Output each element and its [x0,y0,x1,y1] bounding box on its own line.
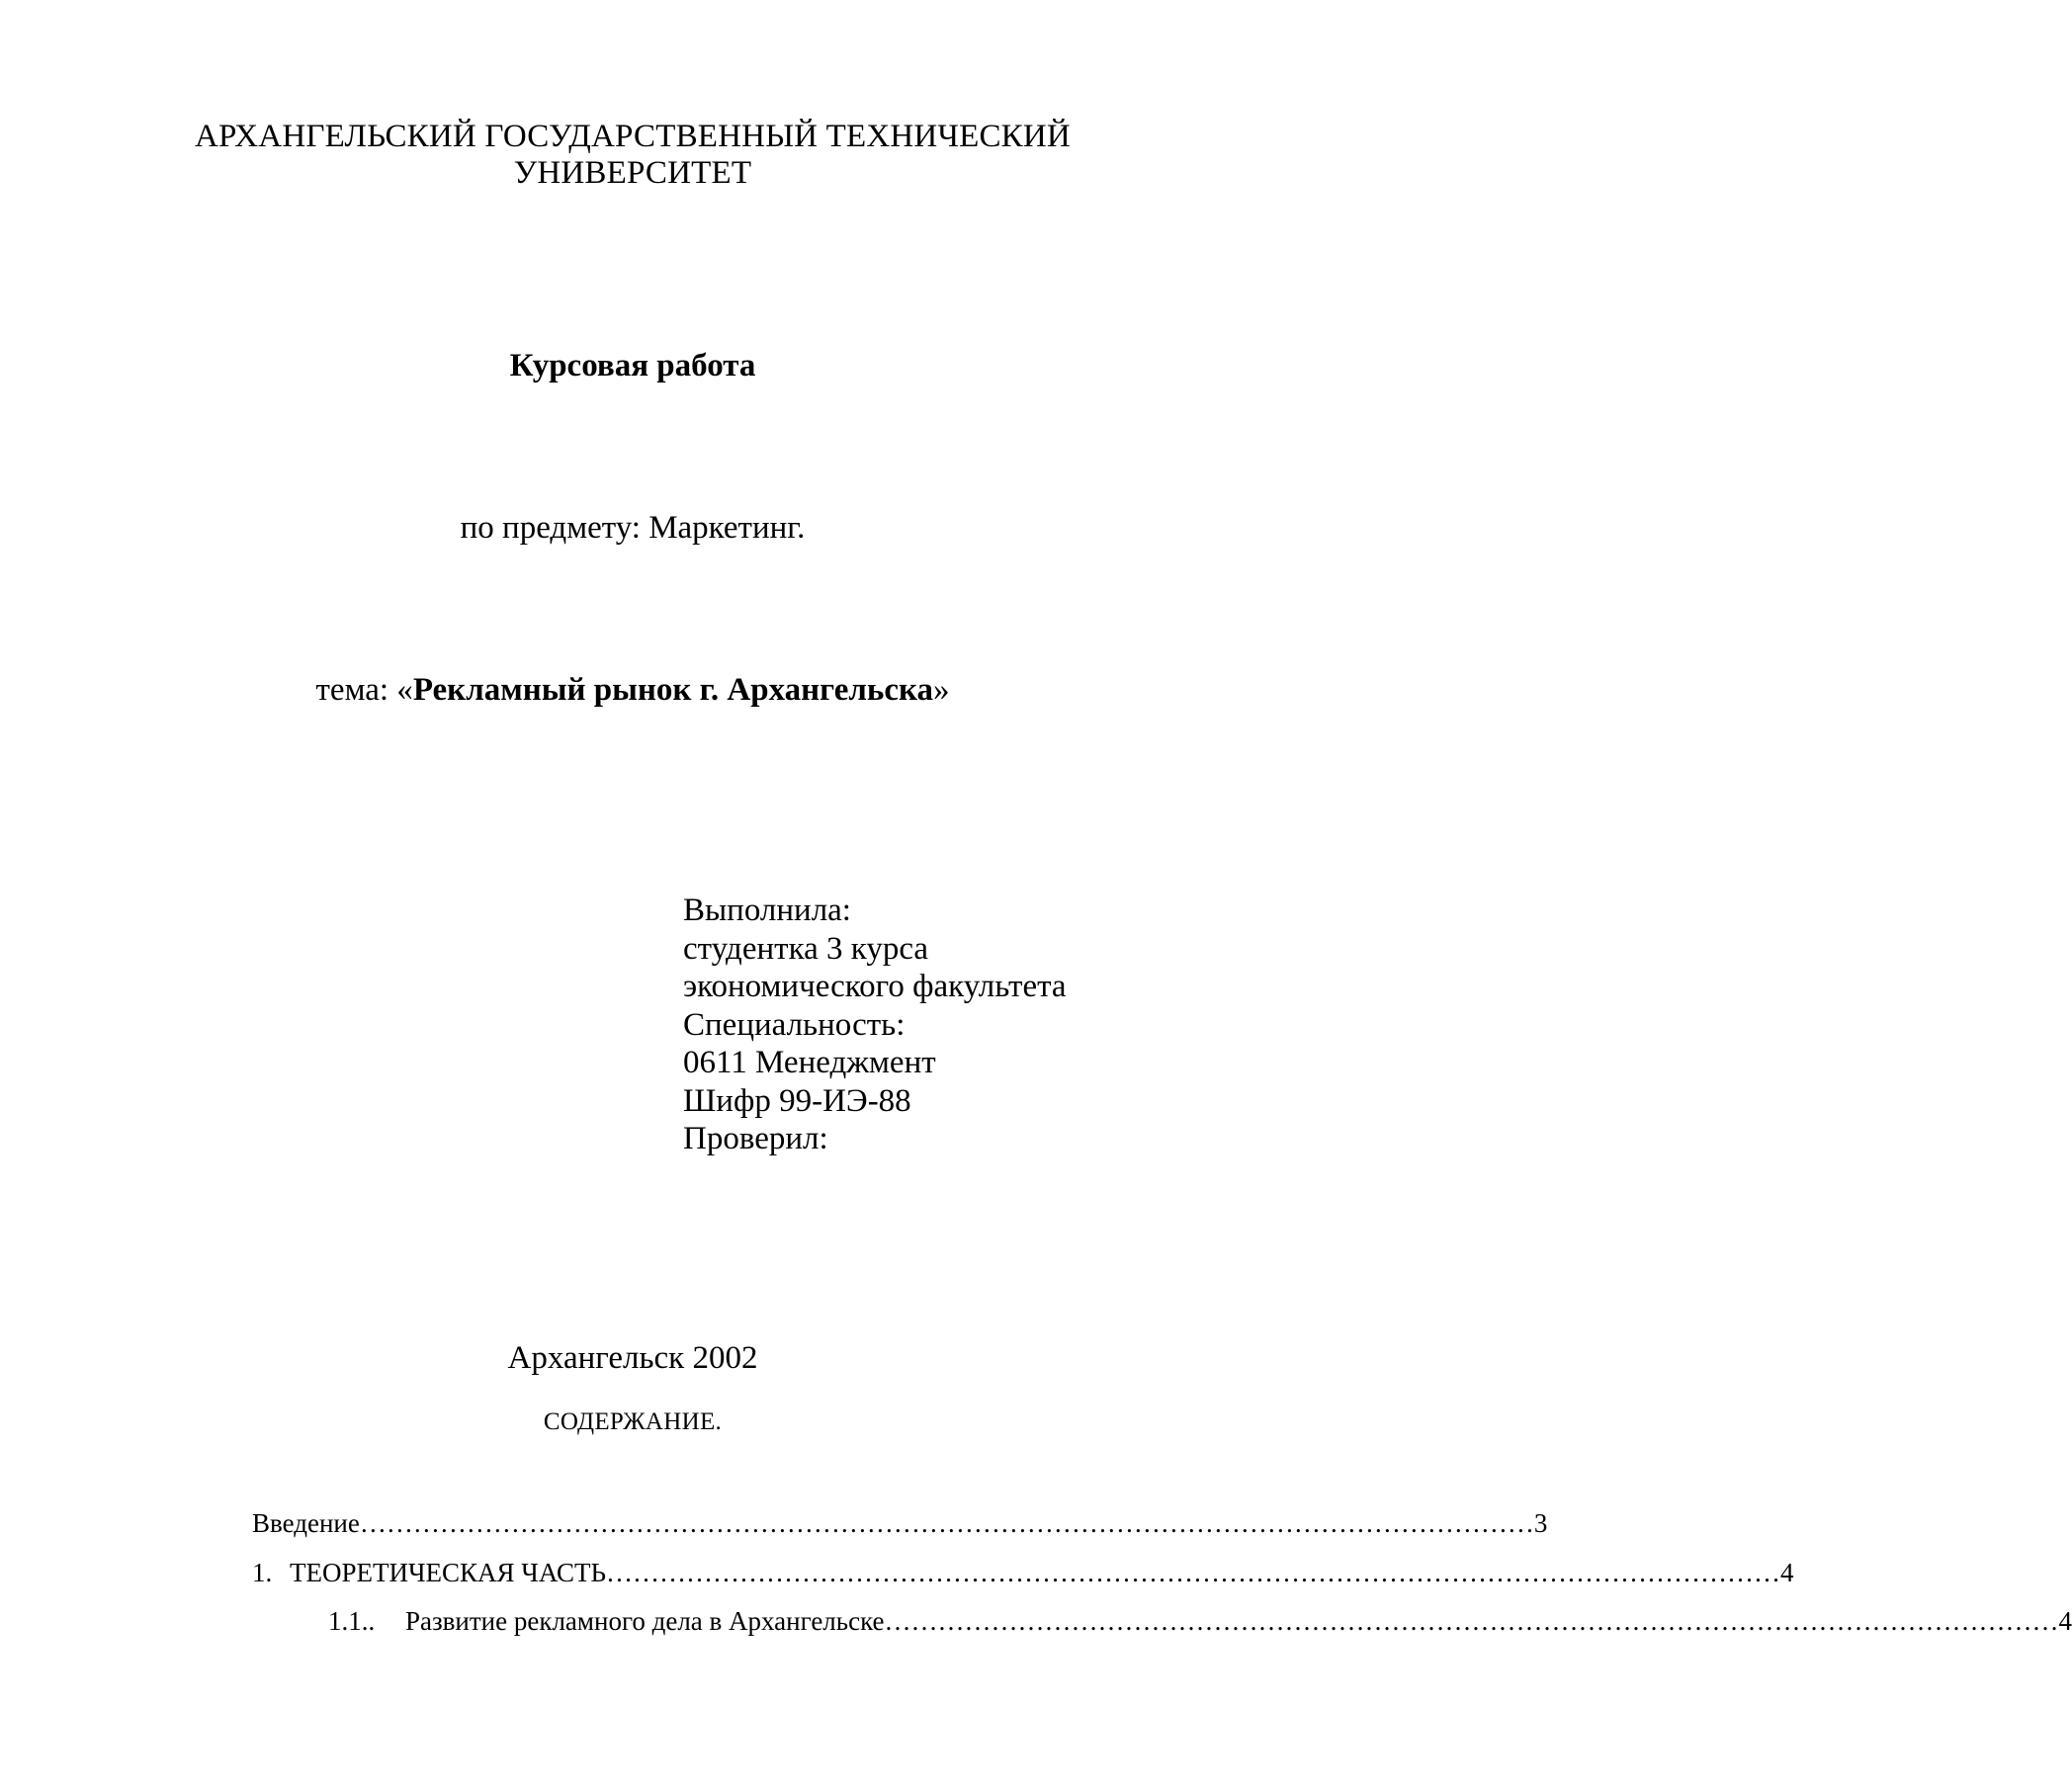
toc-entry-number: 1. [252,1558,273,1587]
toc-entry-label: Введение [252,1508,360,1538]
toc-entry-number: 1.1.. [328,1606,376,1636]
theme-line [0,672,1265,709]
author-line: студентка 3 курса [683,930,929,967]
author-line: Специальность: [683,1006,906,1043]
toc-entry[interactable] [252,1508,1548,1539]
author-line: Шифр 99-ИЭ-88 [683,1082,911,1119]
toc-entry-page: 4 [2058,1606,2072,1636]
work-type-title: Курсовая работа [509,348,756,384]
toc-entry[interactable] [328,1606,2072,1637]
author-line: Выполнила: [683,893,851,928]
toc-leader: …………………………………………………………………………………………………………………… [359,1508,1534,1538]
city-year: Архангельск 2002 [507,1340,758,1376]
subject-line: по предмету: Маркетинг. [460,510,806,546]
author-block [683,892,1067,1158]
author-line: Проверил: [683,1121,828,1156]
toc-entry-label-wrap [252,1558,606,1588]
toc-entry-label-wrap [328,1606,885,1637]
toc-entry-label: Развитие рекламного дела в Архангельске [405,1606,885,1636]
toc-heading: СОДЕРЖАНИЕ. [543,1408,723,1435]
toc-leader: …………………………………………………………………………………………………………………… [884,1606,2059,1636]
university-name-line1: АРХАНГЕЛЬСКИЙ ГОСУДАРСТВЕННЫЙ ТЕХНИЧЕСКИЙ [195,119,1071,154]
theme-title: Рекламный рынок г. Архангельска [412,672,933,708]
author-line: 0611 Менеджмент [683,1045,936,1080]
university-name [0,119,1265,192]
theme-prefix: тема: « [315,672,413,708]
toc-entry-label: ТЕОРЕТИЧЕСКАЯ ЧАСТЬ [290,1558,607,1587]
toc-entry-page: 3 [1533,1508,1548,1538]
theme-suffix: » [932,672,950,708]
author-line: экономического факультета [683,969,1067,1004]
toc-entry[interactable] [252,1558,1794,1588]
toc-leader: …………………………………………………………………………………………………………………… [606,1558,1781,1587]
university-name-line2: УНИВЕРСИТЕТ [513,155,752,191]
toc-entry-page: 4 [1780,1558,1794,1587]
